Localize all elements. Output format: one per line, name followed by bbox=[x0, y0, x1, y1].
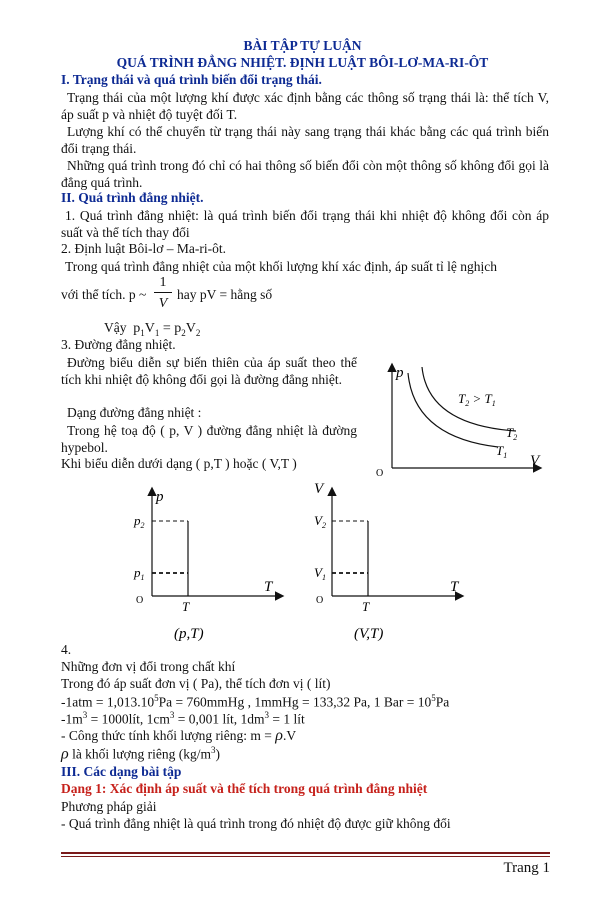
units-note: Trong đó áp suất đơn vị ( Pa), thể tích đơn vị ( lít) bbox=[61, 676, 331, 691]
page-number: Trang 1 bbox=[503, 860, 550, 876]
units-pressure: $-1atm = 1,013.10^5Pa$ = 760mmHg , 1mmHg = 133,32 Pa, 1 Bar = $10^5Pa$ bbox=[61, 693, 450, 710]
footer-rule-thin bbox=[61, 856, 550, 857]
pv-curve-t2-label: $T_2$ bbox=[506, 425, 518, 442]
pv-isotherm-graph bbox=[370, 355, 550, 480]
sec1-paragraph-1: Trạng thái của một lượng khí được xác định bằng các thông số trạng thái là: thể tích V, áp suất p và nhiệt độ tuyệt đối T. bbox=[61, 90, 549, 122]
isotherm-title: 3. Đường đẳng nhiệt. bbox=[61, 337, 176, 352]
pv-origin: O bbox=[376, 468, 384, 479]
section-2-heading: II. Quá trình đẳng nhiệt. bbox=[61, 190, 204, 205]
formula-suffix: hay pV = hằng số bbox=[177, 287, 273, 302]
pt-caption: (p,T) bbox=[174, 626, 204, 642]
vt-caption: (V,T) bbox=[354, 626, 384, 642]
p1v1-equation: $p_1V_1 = p_2V_2$ bbox=[133, 321, 201, 338]
pv-x-label: V bbox=[530, 453, 540, 469]
fraction-bar bbox=[154, 292, 172, 293]
sec1-paragraph-3: Những quá trình trong đó chỉ có hai thông số biến đổi còn một thông số không đổi gọi là đẳng quá trình. bbox=[61, 158, 549, 190]
sec2-law-title: 2. Định luật Bôi-lơ – Ma-ri-ôt. bbox=[61, 241, 226, 256]
isotherm-pt-vt-label: Khi biểu diễn dưới dạng ( p,T ) hoặc ( V,T ) bbox=[61, 456, 297, 471]
density-definition: ρ là khối lượng riêng $(kg/m^3)$ bbox=[61, 745, 220, 763]
conclusion-label: Vậy bbox=[104, 320, 127, 335]
isotherm-form-label: Dạng đường đẳng nhiệt : bbox=[67, 405, 202, 420]
fraction-numerator: 1 bbox=[159, 275, 167, 290]
sec1-paragraph-2: Lượng khí có thể chuyển từ trạng thái này sang trạng thái khác bằng các quá trình biến đổi trạng thái. bbox=[61, 124, 549, 156]
vol-cm3: = 1000lít, 1cm bbox=[87, 711, 170, 727]
fraction-denominator: V bbox=[158, 296, 168, 311]
density-formula-text: - Công thức tính khối lượng riêng: m = bbox=[61, 728, 272, 743]
pt-tick-p2: $p_2$ bbox=[134, 513, 145, 530]
pt-tick-p1: $p_1$ bbox=[134, 565, 145, 582]
sec2-law-text: Trong quá trình đẳng nhiệt của một khối lượng khí xác định, áp suất tỉ lệ nghịch bbox=[65, 259, 498, 274]
method-line-1: - Quá trình đẳng nhiệt là quá trình trong đó nhiệt độ được giữ không đổi bbox=[61, 816, 451, 831]
section-1-heading: I. Trạng thái và quá trình biến đổi trạng thái. bbox=[61, 72, 322, 87]
pv-curve-t1 bbox=[408, 373, 498, 447]
vol-dm3: = 0,001 lít, 1dm bbox=[174, 711, 265, 727]
density-close: ) bbox=[215, 746, 220, 762]
pv-y-label: p bbox=[396, 365, 404, 381]
units-number: 4. bbox=[61, 642, 72, 657]
units-title: Những đơn vị đổi trong chất khí bbox=[61, 659, 236, 674]
formula-prefix: với thể tích. p ~ bbox=[61, 287, 147, 302]
isotherm-hyperbola: Trong hệ toạ độ ( p, V ) đường đẳng nhiệt là đường hypebol. bbox=[61, 423, 357, 455]
density-formula-v: .V bbox=[282, 728, 297, 743]
sec2-paragraph-1: 1. Quá trình đẳng nhiệt: là quá trình biến đổi trạng thái khi nhiệt độ không đổi còn áp suất và thể tích thay đổi bbox=[61, 208, 549, 240]
rho-symbol: ρ bbox=[275, 727, 283, 744]
doc-subtitle: QUÁ TRÌNH ĐẲNG NHIỆT. ĐỊNH LUẬT BÔI-LƠ-MA-RI-ÔT bbox=[116, 55, 489, 70]
method-label: Phương pháp giải bbox=[61, 799, 157, 814]
pressure-unit: Pa bbox=[435, 694, 450, 710]
vol-litre: = 1 lít bbox=[268, 711, 305, 727]
units-volume: $-1m^3$ = 1000lít, $1cm^3 = 0,001$ lít, $1dm^3 = 1$ lít bbox=[61, 710, 305, 727]
vt-origin: O bbox=[316, 595, 324, 606]
conclusion-line bbox=[104, 320, 200, 338]
atm-text: -1atm = 1,013.10 bbox=[61, 694, 155, 710]
pv-relation: $T_2 > T_1$ bbox=[458, 391, 496, 408]
density-formula bbox=[61, 727, 296, 745]
vt-isotherm-graph bbox=[310, 483, 470, 643]
pressure-text: Pa = 760mmHg , 1mmHg = 133,32 Pa, 1 Bar = 10 bbox=[158, 694, 432, 710]
pt-x-label: T bbox=[264, 579, 273, 595]
doc-title: BÀI TẬP TỰ LUẬN bbox=[243, 38, 362, 53]
pt-origin: O bbox=[136, 595, 144, 606]
rho-symbol-2: ρ bbox=[61, 745, 69, 763]
vt-x-label: T bbox=[450, 579, 459, 595]
isotherm-description: Đường biểu diễn sự biến thiên của áp suất theo thể tích khi nhiệt độ không đổi gọi là đường đẳng nhiệt. bbox=[61, 355, 357, 387]
vt-tick-v1: $V_1$ bbox=[314, 565, 326, 582]
section-3-heading: III. Các dạng bài tập bbox=[61, 764, 182, 779]
footer-rule bbox=[61, 852, 550, 854]
pv-curve-t1-label: $T_1$ bbox=[496, 443, 508, 460]
dang-1-heading: Dạng 1: Xác định áp suất và thể tích trong quá trình đẳng nhiệt bbox=[61, 781, 428, 796]
pt-isotherm-graph bbox=[130, 483, 290, 643]
vol-m3: -1m bbox=[61, 711, 83, 727]
density-definition-text: là khối lượng riêng (kg/m bbox=[72, 746, 211, 762]
vt-tick-t: T bbox=[362, 599, 370, 614]
vt-y-label: V bbox=[314, 483, 324, 497]
pt-y-label: p bbox=[156, 489, 164, 505]
pt-tick-t: T bbox=[182, 599, 190, 614]
vt-tick-v2: $V_2$ bbox=[314, 513, 326, 530]
